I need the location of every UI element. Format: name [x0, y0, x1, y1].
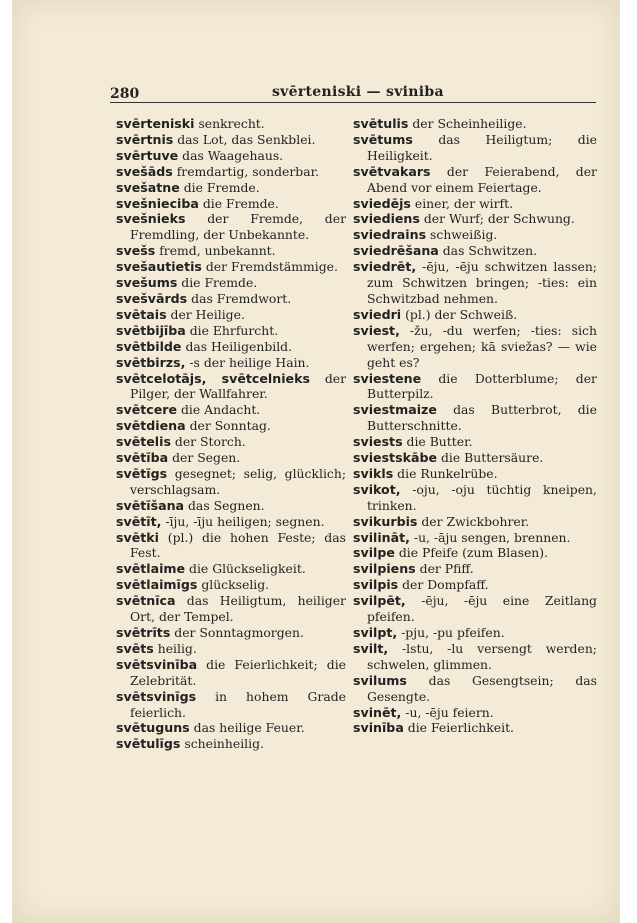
entry-definition: -žu, -du werfen; -ties: sich werfen; ergehen; kā sviežas? — wie geht es?	[367, 322, 597, 370]
entry-headword: svētvakars	[353, 163, 431, 179]
entry-definition: das Heiligtum, heiliger Ort, der Tempel.	[130, 593, 346, 625]
entry-headword: svilpis	[353, 577, 399, 593]
entry-definition: das Segnen.	[188, 497, 265, 513]
dictionary-entry	[353, 211, 597, 227]
entry-definition: gesegnet; selig, glücklich; verschlagsam.	[130, 465, 346, 497]
entry-headword: svilpēt,	[353, 593, 406, 609]
entry-definition: die Pfeife (zum Blasen).	[398, 545, 549, 561]
dictionary-entry	[116, 259, 346, 275]
entry-headword: svešvārds	[116, 290, 188, 306]
entry-definition: das Butterbrot, die Butterschnitte.	[367, 402, 597, 434]
entry-definition: die Feierlichkeit.	[407, 720, 514, 736]
dictionary-entry	[353, 482, 597, 514]
entry-headword: sviestmaize	[353, 402, 437, 418]
entry-headword: svērteniski	[116, 116, 195, 131]
dictionary-entry	[116, 641, 346, 657]
entry-headword: sviests	[353, 434, 403, 450]
entry-headword: svētbijība	[116, 322, 186, 338]
dictionary-entry	[116, 720, 346, 736]
entry-definition: das Schwitzen.	[442, 243, 538, 259]
dictionary-entry	[353, 577, 597, 593]
entry-definition: das heilige Feuer.	[193, 720, 305, 736]
entry-headword: sviest,	[353, 322, 400, 338]
entry-headword: svētlaimīgs	[116, 577, 198, 593]
entry-definition: fremdartig, sonderbar.	[176, 163, 320, 179]
dictionary-entry	[353, 625, 597, 641]
entry-definition: die Butter.	[406, 434, 473, 450]
entry-definition: der Storch.	[174, 434, 246, 450]
entry-definition: der Feierabend, der Abend vor einem Feiertage.	[367, 163, 597, 195]
entry-definition: die Dotterblume; der Butterpilz.	[367, 370, 597, 402]
entry-headword: svētuguns	[116, 720, 190, 736]
entry-headword: sviedri	[353, 306, 402, 322]
entry-headword: svinēt,	[353, 704, 402, 720]
entry-headword: svētelis	[116, 434, 171, 450]
entry-headword: svešnieciba	[116, 195, 199, 211]
entry-headword: svēts	[116, 640, 154, 656]
entry-definition: das Heiligtum; die Heiligkeit.	[367, 131, 597, 163]
entry-definition: schweißig.	[430, 227, 498, 243]
dictionary-entry	[353, 593, 597, 625]
entry-headword: svētulīgs	[116, 736, 181, 752]
entry-definition: der Zwickbohrer.	[421, 513, 530, 529]
entry-definition: der Segen.	[172, 450, 241, 466]
dictionary-entry	[116, 307, 346, 323]
entry-headword: svilt,	[353, 640, 389, 656]
dictionary-entry	[116, 689, 346, 721]
entry-definition: der Sonntag.	[189, 418, 271, 434]
dictionary-entry	[116, 577, 346, 593]
entry-headword: svētbilde	[116, 338, 182, 354]
dictionary-entry	[353, 132, 597, 164]
entry-headword: svešnieks	[116, 211, 186, 227]
dictionary-entry	[116, 736, 346, 752]
dictionary-entry	[116, 323, 346, 339]
dictionary-entry	[353, 259, 597, 307]
entry-headword: svilpt,	[353, 625, 398, 640]
entry-headword: svētrīts	[116, 625, 171, 640]
right-column	[353, 116, 597, 736]
dictionary-entry	[353, 402, 597, 434]
entry-definition: die Fremde.	[202, 195, 279, 211]
entry-headword: svilināt,	[353, 529, 410, 545]
entry-definition: der Pilger, der Wallfahrer.	[130, 370, 346, 402]
dictionary-entry	[116, 339, 346, 355]
dictionary-entry	[116, 418, 346, 434]
dictionary-entry	[116, 530, 346, 562]
entry-headword: sviedrēšana	[353, 243, 439, 259]
dictionary-entry	[116, 148, 346, 164]
dictionary-entry	[116, 466, 346, 498]
dictionary-entry	[116, 561, 346, 577]
page-header	[110, 84, 596, 103]
entry-definition: glückselig.	[201, 577, 270, 593]
entry-definition: der Dompfaff.	[402, 577, 489, 593]
dictionary-entry	[353, 307, 597, 323]
entry-definition: der Scheinheilige.	[412, 116, 527, 131]
entry-definition: das Fremdwort.	[191, 290, 292, 306]
dictionary-entry	[116, 434, 346, 450]
dictionary-entry	[116, 164, 346, 180]
entry-headword: svinība	[353, 720, 404, 736]
entry-definition: der Pfiff.	[419, 561, 474, 577]
dictionary-entry	[353, 164, 597, 196]
entry-definition: -lstu, -lu versengt werden; schwelen, glimmen.	[367, 640, 597, 672]
dictionary-entry	[353, 720, 597, 736]
entry-definition: heilig.	[157, 640, 197, 656]
entry-definition: der Wurf; der Schwung.	[423, 211, 575, 227]
dictionary-entry	[116, 211, 346, 243]
entry-definition: die Fremde.	[183, 179, 260, 195]
dictionary-entry	[353, 673, 597, 705]
dictionary-entry	[353, 466, 597, 482]
entry-headword: svešs	[116, 243, 156, 259]
entry-definition: -u, -ēju feiern.	[405, 704, 494, 720]
entry-definition: das Gesengtsein; das Gesengte.	[367, 672, 597, 704]
entry-headword: sviediens	[353, 211, 420, 227]
entry-definition: das Lot, das Senkblei.	[177, 131, 316, 147]
entry-definition: der Fremdstämmige.	[205, 259, 338, 275]
entry-headword: svētīt,	[116, 513, 162, 529]
entry-headword: sviedrēt,	[353, 259, 417, 275]
entry-headword: svētais	[116, 306, 167, 322]
entry-headword: svētcelotājs, svētcelnieks	[116, 370, 310, 386]
dictionary-entry	[353, 116, 597, 132]
entry-definition: -u, -āju sengen, brennen.	[413, 529, 571, 545]
dictionary-entry	[116, 657, 346, 689]
dictionary-entry	[353, 371, 597, 403]
left-column	[116, 116, 346, 752]
entry-definition: einer, der wirft.	[414, 195, 514, 211]
entry-headword: svētlaime	[116, 561, 186, 577]
entry-headword: svešautietis	[116, 259, 202, 275]
entry-definition: in hohem Grade feierlich.	[130, 688, 346, 720]
entry-headword: svētsvinība	[116, 656, 198, 672]
entry-headword: svētums	[353, 131, 413, 147]
entry-headword: sviedējs	[353, 195, 411, 211]
entry-definition: die Feierlichkeit; die Zelebrität.	[130, 656, 346, 688]
entry-headword: svērtnis	[116, 131, 174, 147]
entry-definition: senkrecht.	[198, 116, 265, 131]
entry-definition: die Runkelrübe.	[397, 465, 498, 481]
entry-definition: das Waagehaus.	[182, 147, 284, 163]
dictionary-entry	[353, 196, 597, 212]
entry-headword: svētcere	[116, 402, 178, 418]
dictionary-entry	[116, 132, 346, 148]
entry-headword: svešatne	[116, 179, 180, 195]
dictionary-entry	[353, 705, 597, 721]
entry-definition: das Heiligenbild.	[185, 338, 293, 354]
entry-headword: svikot,	[353, 481, 401, 497]
entry-definition: -s der heilige Hain.	[189, 354, 310, 370]
entry-headword: svilums	[353, 672, 407, 688]
entry-headword: svilpe	[353, 545, 395, 561]
dictionary-entry	[353, 641, 597, 673]
entry-headword: svikls	[353, 465, 394, 481]
dictionary-entry	[353, 450, 597, 466]
entry-headword: sviestskābe	[353, 450, 438, 466]
dictionary-entry	[116, 275, 346, 291]
entry-definition: fremd, unbekannt.	[159, 243, 276, 259]
dictionary-entry	[116, 593, 346, 625]
entry-headword: svētsvinīgs	[116, 688, 197, 704]
dictionary-entry	[353, 243, 597, 259]
dictionary-entry	[116, 355, 346, 371]
entry-definition: die Glückseligkeit.	[189, 561, 306, 577]
entry-headword: svešums	[116, 275, 178, 291]
dictionary-entry	[116, 243, 346, 259]
dictionary-entry	[353, 545, 597, 561]
dictionary-entry	[116, 180, 346, 196]
dictionary-entry	[116, 291, 346, 307]
dictionary-entry	[116, 498, 346, 514]
entry-headword: svilpiens	[353, 561, 416, 577]
dictionary-entry	[116, 116, 346, 132]
entry-headword: svētīšana	[116, 497, 185, 513]
entry-headword: svikurbis	[353, 513, 418, 529]
entry-headword: svētnīca	[116, 593, 176, 609]
entry-definition: (pl.) der Schweiß.	[405, 306, 518, 322]
dictionary-entry	[353, 530, 597, 546]
entry-definition: (pl.) die hohen Feste; das Fest.	[130, 529, 346, 561]
entry-definition: -pju, -pu pfeifen.	[401, 625, 505, 640]
dictionary-entry	[116, 625, 346, 641]
entry-headword: sviestene	[353, 370, 422, 386]
entry-definition: der Heilige.	[170, 306, 245, 322]
entry-definition: die Buttersäure.	[440, 450, 544, 466]
entry-definition: die Fremde.	[181, 275, 258, 291]
entry-headword: svētbirzs,	[116, 354, 186, 370]
entry-definition: -oju, -oju tüchtig kneipen, trinken.	[367, 481, 597, 513]
dictionary-entry	[353, 514, 597, 530]
entry-headword: svētīgs	[116, 465, 168, 481]
dictionary-entry	[116, 402, 346, 418]
entry-definition: -ēju, -ēju eine Zeitlang pfeifen.	[367, 593, 597, 625]
entry-headword: svešāds	[116, 163, 173, 179]
entry-definition: der Sonntagmorgen.	[174, 625, 304, 640]
entry-definition: der Fremde, der Fremdling, der Unbekannte.	[130, 211, 346, 243]
entry-headword: svērtuve	[116, 147, 179, 163]
dictionary-entry	[116, 196, 346, 212]
dictionary-entry	[353, 227, 597, 243]
page-number: 280	[110, 86, 140, 102]
dictionary-entry	[353, 561, 597, 577]
entry-definition: -īju, -īju heiligen; segnen.	[165, 513, 325, 529]
dictionary-entry	[116, 514, 346, 530]
dictionary-entry	[116, 450, 346, 466]
entry-headword: svētki	[116, 529, 159, 545]
entry-headword: svētulis	[353, 116, 409, 131]
entry-definition: die Ehrfurcht.	[189, 322, 279, 338]
running-head: svērteniski — sviniba	[272, 84, 444, 100]
dictionary-entry	[353, 434, 597, 450]
dictionary-entry	[116, 371, 346, 403]
entry-definition: -ēju, -ēju schwitzen lassen; zum Schwitzen bringen; -ties: ein Schwitzbad nehmen.	[367, 259, 597, 306]
entry-definition: die Andacht.	[180, 402, 261, 418]
dictionary-entry	[353, 323, 597, 371]
entry-headword: svētība	[116, 450, 169, 466]
entry-definition: scheinheilig.	[184, 736, 264, 752]
entry-headword: sviedrains	[353, 227, 427, 243]
entry-headword: svētdiena	[116, 418, 186, 434]
